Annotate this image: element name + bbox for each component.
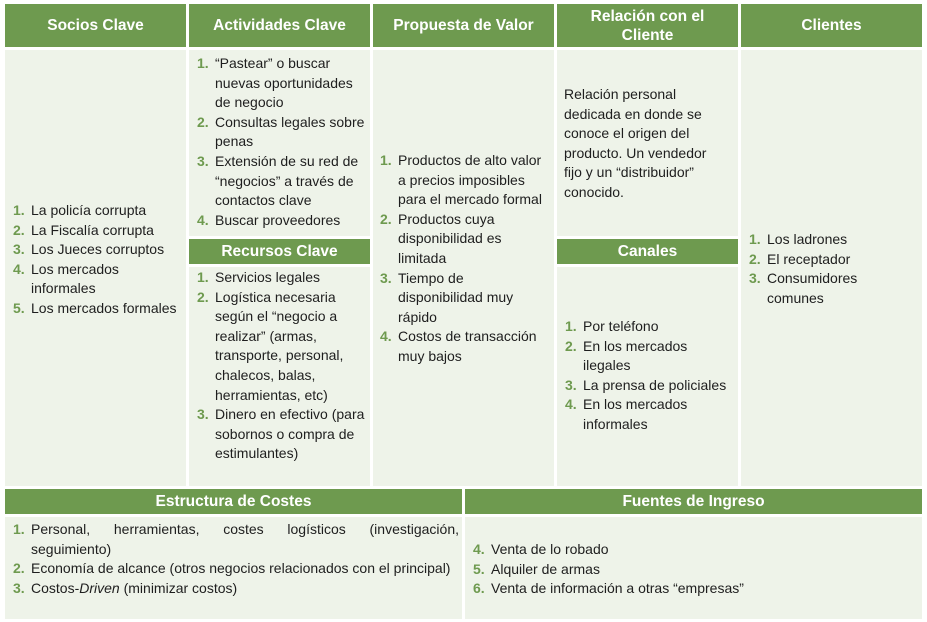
actividades-item xyxy=(197,113,365,152)
item-text: En los mercados ilegales xyxy=(583,337,688,374)
propuesta-valor-cell xyxy=(373,50,554,486)
item-text: Productos cuya disponibilidad es limitada xyxy=(398,210,502,266)
item-number: 4. xyxy=(13,260,25,277)
item-text: La policía corrupta xyxy=(31,202,147,218)
item-text: Los mercados formales xyxy=(31,299,177,316)
item-number: 1. xyxy=(197,269,209,285)
ingresos-item xyxy=(473,540,913,560)
item-number: 3. xyxy=(749,270,761,287)
costes-item xyxy=(13,559,459,579)
item-number: 2. xyxy=(13,560,25,577)
item-number: 4. xyxy=(197,211,209,228)
item-text: Buscar proveedores xyxy=(215,211,341,228)
propuesta-item xyxy=(380,151,550,210)
item-number: 1. xyxy=(380,152,392,168)
socios-item xyxy=(13,221,181,241)
propuesta-valor-header xyxy=(373,4,554,47)
propuesta-item xyxy=(380,210,550,269)
item-number: 4. xyxy=(565,396,577,413)
clientes-item xyxy=(749,230,917,250)
item-text: Los mercados informales xyxy=(31,260,119,297)
estructura-costes-title: Estructura de Costes xyxy=(155,493,312,510)
canales-header xyxy=(557,239,738,264)
canales-item xyxy=(565,376,733,396)
ingresos-item xyxy=(473,579,913,599)
propuesta-valor-list xyxy=(380,151,550,367)
estructura-costes-list xyxy=(13,520,459,598)
item-text: Los Jueces corruptos xyxy=(31,241,165,258)
propuesta-item xyxy=(380,269,550,328)
item-text: Dinero en efectivo (para sobornos o compra de estimulantes) xyxy=(215,406,365,462)
item-text: Tiempo de disponibilidad muy rápido xyxy=(398,269,514,325)
recursos-clave-title: Recursos Clave xyxy=(221,243,338,260)
item-number: 1. xyxy=(13,521,25,537)
item-text: Logística necesaria según el “negocio a realizar” (armas, transporte, personal, chalecos, balas, herramientas, etc) xyxy=(215,288,344,403)
item-text: El receptador xyxy=(767,250,851,267)
item-number: 3. xyxy=(380,269,392,286)
item-text: Economía de alcance (otros negocios relacionados con el principal) xyxy=(31,560,451,577)
item-text-suffix: (minimizar costos) xyxy=(119,579,238,596)
socios-item xyxy=(13,240,181,260)
item-text: Consultas legales sobre penas xyxy=(215,113,365,150)
fuentes-ingreso-cell xyxy=(465,517,922,619)
recursos-item xyxy=(197,288,365,406)
canales-cell xyxy=(557,267,738,486)
item-number: 3. xyxy=(13,579,25,596)
actividades-item xyxy=(197,54,365,113)
item-text: La Fiscalía corrupta xyxy=(31,221,154,238)
socios-clave-title: Socios Clave xyxy=(47,17,144,34)
item-number: 5. xyxy=(13,299,25,316)
item-number: 1. xyxy=(13,202,25,218)
costes-item xyxy=(13,579,459,599)
fuentes-ingreso-title: Fuentes de Ingreso xyxy=(622,493,765,510)
clientes-cell xyxy=(741,50,922,486)
socios-clave-cell xyxy=(5,50,186,486)
canales-item xyxy=(565,337,733,376)
item-number: 2. xyxy=(197,113,209,130)
relacion-cliente-cell xyxy=(557,50,738,236)
estructura-costes-header xyxy=(5,489,462,514)
socios-item xyxy=(13,299,181,319)
item-number: 3. xyxy=(197,152,209,169)
fuentes-ingreso-list xyxy=(473,540,913,599)
actividades-clave-cell xyxy=(189,50,370,236)
clientes-item xyxy=(749,269,917,308)
canales-title: Canales xyxy=(617,243,678,260)
item-text: La prensa de policiales xyxy=(583,376,727,393)
recursos-clave-header xyxy=(189,239,370,264)
item-text: Por teléfono xyxy=(583,318,659,334)
costes-item xyxy=(13,520,459,559)
item-text: Productos de alto valor a precios imposibles para el mercado formal xyxy=(398,152,542,208)
item-number: 4. xyxy=(473,541,485,557)
propuesta-valor-title: Propuesta de Valor xyxy=(393,17,534,34)
actividades-item xyxy=(197,211,365,231)
socios-clave-list xyxy=(13,201,181,319)
socios-item xyxy=(13,260,181,299)
relacion-cliente-title: Relación con el Cliente xyxy=(590,7,705,44)
actividades-item xyxy=(197,152,365,211)
clientes-list xyxy=(749,230,917,308)
ingresos-item xyxy=(473,560,913,580)
item-text: Personal, herramientas, costes logísticos (investigación, seguimiento) xyxy=(31,521,459,557)
relacion-cliente-text: Relación personal dedicada en donde se conoce el origen del producto. Un vendedor fijo y un “distribuidor” conocido. xyxy=(564,86,707,200)
socios-item xyxy=(13,201,181,221)
item-text: Servicios legales xyxy=(215,269,321,285)
recursos-item xyxy=(197,268,365,288)
item-number: 3. xyxy=(197,406,209,423)
item-number: 1. xyxy=(565,318,577,334)
clientes-item xyxy=(749,250,917,270)
fuentes-ingreso-header xyxy=(465,489,922,514)
clientes-header xyxy=(741,4,922,47)
item-text: Costos de transacción muy bajos xyxy=(398,328,537,364)
actividades-clave-header xyxy=(189,4,370,47)
item-number: 2. xyxy=(13,221,25,238)
item-number: 2. xyxy=(380,210,392,227)
actividades-clave-list xyxy=(197,54,365,230)
recursos-clave-list xyxy=(197,268,365,464)
item-number: 4. xyxy=(380,328,392,345)
actividades-clave-title: Actividades Clave xyxy=(213,17,346,34)
item-number: 2. xyxy=(565,337,577,354)
item-text: Venta de información a otras “empresas” xyxy=(491,580,744,597)
item-text: Extensión de su red de “negocios” a través de contactos clave xyxy=(215,152,359,209)
item-number: 3. xyxy=(565,376,577,393)
relacion-cliente-header xyxy=(557,4,738,47)
canales-item xyxy=(565,317,733,337)
item-number: 1. xyxy=(749,231,761,247)
item-number: 5. xyxy=(473,560,485,577)
recursos-clave-cell xyxy=(189,267,370,486)
item-text: En los mercados informales xyxy=(583,396,688,432)
socios-clave-header xyxy=(5,4,186,47)
canales-item xyxy=(565,395,733,434)
item-text: Consumidores comunes xyxy=(767,270,858,306)
item-number: 6. xyxy=(473,580,485,597)
item-text: Los ladrones xyxy=(767,231,848,247)
item-text: “Pastear” o buscar nuevas oportunidades de negocio xyxy=(215,55,353,111)
item-text: Alquiler de armas xyxy=(491,560,600,577)
item-text-italic: Driven xyxy=(79,579,120,596)
item-number: 2. xyxy=(749,250,761,267)
item-text-prefix: Costos- xyxy=(31,579,80,596)
item-text: Venta de lo robado xyxy=(491,541,609,557)
propuesta-item xyxy=(380,327,550,366)
item-number: 1. xyxy=(197,55,209,71)
recursos-item xyxy=(197,405,365,464)
canales-list xyxy=(565,317,733,435)
item-number: 3. xyxy=(13,241,25,258)
item-number: 2. xyxy=(197,288,209,305)
clientes-title: Clientes xyxy=(801,17,862,34)
estructura-costes-cell xyxy=(5,517,462,619)
